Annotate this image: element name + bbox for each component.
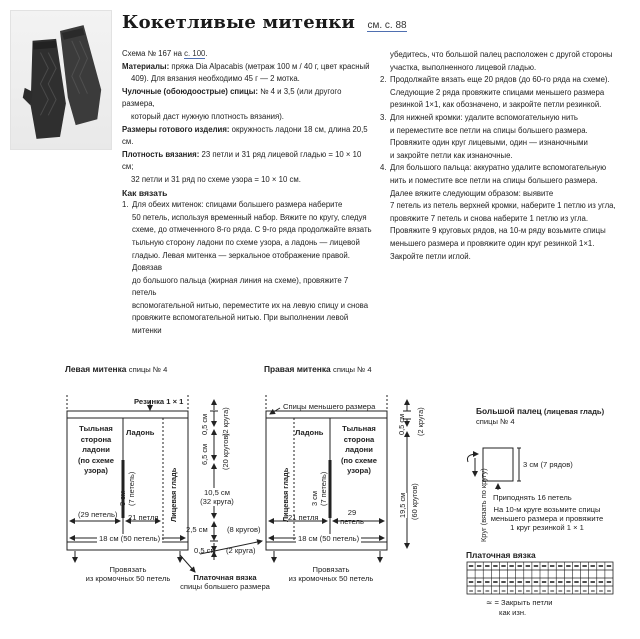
materials-text-cont: 409). Для вязания необходимо 45 г — 2 мотка. — [131, 74, 300, 84]
right-dim-195: 19,5 см — [398, 492, 407, 518]
garter-bind-off-mark: ≃ — [468, 588, 474, 595]
needles-line — [122, 86, 374, 111]
garter-purl-mark — [542, 581, 546, 583]
right-back-label — [334, 424, 384, 477]
step-3-line: и переместите все петли на спицы большего размера. — [390, 125, 588, 135]
right-palm-label: Ладонь — [295, 428, 324, 437]
step-4-line: Для большого пальца: аккуратно удалите вспомогательную — [390, 163, 607, 173]
dim-25-rows: (8 кругов) — [227, 525, 261, 534]
garter-purl-mark — [485, 581, 489, 583]
right-cast-on-line: из кромочных 50 петель — [288, 574, 374, 583]
garter-chart-title: Платочная вязка — [466, 550, 536, 560]
thumb-title-text: Большой палец — [476, 406, 542, 416]
garter-bind-off-mark: ≃ — [484, 588, 490, 595]
scheme-page-link[interactable]: с. 100 — [184, 49, 206, 58]
garter-purl-mark — [550, 581, 554, 583]
step-1-continued — [380, 49, 634, 74]
step-1 — [122, 199, 374, 338]
thumb-note-line: 1 круг резинкой 1 × 1 — [510, 523, 584, 532]
step-4-line: Провяжите 9 круговых рядов, на 10-м ряду возьмите спицы — [390, 226, 606, 236]
garter-bind-off-mark: ≃ — [573, 588, 580, 595]
step-3-line: и закройте петли как изнаночные. — [390, 150, 513, 160]
garter-purl-mark — [501, 581, 505, 583]
garter-purl-mark — [591, 565, 595, 567]
scheme-suffix: . — [205, 49, 208, 58]
garter-purl-mark — [542, 565, 546, 567]
left-thumb-size: 3 см — [118, 491, 127, 506]
garter-purl-mark — [558, 581, 562, 583]
right-thumb-size: 3 см — [310, 491, 319, 506]
left-thumb-stitches: (7 петель) — [127, 471, 136, 506]
left-29-stitches: (29 петель) — [78, 510, 118, 519]
garter-legend-text: = Закрыть петли — [494, 598, 553, 607]
garter-bind-off-mark: ≃ — [549, 588, 555, 595]
left-back-line: сторона — [80, 434, 112, 444]
instructions-right-column — [380, 49, 634, 263]
materials-text: пряжа Dia Alpacabis (метраж 100 м / 40 г, цвет красный — [169, 61, 370, 71]
garter-purl-mark — [599, 581, 603, 583]
density-line — [122, 149, 374, 174]
garter-note — [177, 573, 273, 591]
sizes-label: Размеры готового изделия: — [122, 124, 230, 134]
garter-bind-off-mark: ≃ — [525, 588, 531, 595]
right-stockinette-label: Лицевая гладь — [281, 467, 290, 522]
garter-purl-mark — [493, 581, 497, 583]
thumb-pickup: Приподнять 16 петель — [493, 493, 572, 502]
step-1-line: участка, выполненного лицевой гладью. — [390, 62, 537, 72]
schematics-area — [0, 340, 640, 639]
garter-purl-mark — [558, 565, 562, 567]
garter-purl-mark — [550, 565, 554, 567]
density-label: Плотность вязания: — [122, 149, 200, 159]
garter-note-needles: спицы большего размера — [180, 582, 270, 591]
step-1-line: 50 петель, используя временный набор. Вяжите по кругу, следуя — [132, 212, 367, 222]
thumb-note-line: меньшего размера и провяжите — [490, 514, 604, 523]
garter-purl-mark — [566, 581, 570, 583]
right-back-line: (по схеме — [341, 455, 377, 465]
mittens-photo — [10, 10, 112, 150]
garter-purl-mark — [599, 565, 603, 567]
thumb-note — [487, 505, 607, 532]
garter-bind-off-mark: ≃ — [565, 588, 571, 595]
step-number: 2. — [380, 75, 387, 85]
how-to-heading: Как вязать — [122, 187, 168, 198]
instructions-left-column — [122, 48, 374, 338]
step-4-line: Закройте петли иглой. — [390, 251, 471, 261]
step-1-line: до большого пальца (жирная линия на схеме), провяжите 7 петель — [132, 275, 349, 298]
garter-purl-mark — [566, 565, 570, 567]
garter-purl-mark — [509, 565, 513, 567]
garter-note-title: Платочная вязка — [193, 573, 257, 582]
garter-purl-mark — [574, 565, 578, 567]
left-palm-label: Ладонь — [126, 428, 155, 437]
step-4-line: провяжите 7 петель и снова наберите 1 петлю из угла. — [390, 213, 589, 223]
step-4 — [380, 162, 634, 263]
thumb-height: 3 см (7 рядов) — [523, 460, 573, 469]
dim-05-bottom-rows: (2 круга) — [226, 546, 256, 555]
right-back-line: ладони — [345, 445, 373, 454]
garter-bind-off-mark: ≃ — [582, 588, 588, 595]
garter-purl-mark — [469, 565, 473, 567]
step-4-line: 7 петель из петель верхней кромки, наберите 1 петлю из угла, — [390, 201, 616, 211]
dim-65-rows: (20 кругов) — [221, 433, 230, 470]
step-1-line: убедитесь, что большой палец расположен с другой стороны — [390, 50, 613, 59]
left-mitten-needles: спицы № 4 — [128, 365, 168, 374]
right-29-word: петель — [340, 517, 364, 526]
garter-bind-off-mark: ≃ — [590, 588, 596, 595]
garter-purl-mark — [607, 565, 611, 567]
density-text: 23 петли и 31 ряд лицевой гладью = 10 × 10 см; — [122, 149, 362, 172]
left-back-line: узора) — [84, 466, 108, 475]
garter-purl-mark — [477, 565, 481, 567]
dim-25: 2,5 см — [186, 525, 208, 534]
garter-bind-off-mark: ≃ — [476, 588, 482, 595]
left-back-line: ладони — [82, 445, 110, 454]
dim-05-bottom: 0,5 см — [194, 546, 216, 555]
scheme-prefix: Схема № 167 на — [122, 49, 185, 58]
step-1-line: Для обеих митенок: спицами большего размера наберите — [132, 200, 343, 210]
garter-bind-off-mark: ≃ — [533, 588, 539, 595]
page-title: Кокетливые митенки — [122, 12, 356, 33]
garter-purl-mark — [574, 581, 578, 583]
garter-bind-off-mark: ≃ — [517, 588, 523, 595]
right-29-number: 29 — [347, 508, 357, 517]
right-mitten-needles: спицы № 4 — [333, 365, 372, 374]
step-number: 4. — [380, 163, 387, 173]
garter-legend-symbol: ≃ — [486, 598, 493, 607]
garter-bind-off-mark: ≃ — [606, 588, 612, 595]
right-mitten-title-text: Правая митенка — [264, 364, 331, 374]
materials-line — [122, 61, 374, 74]
left-stockinette-label: Лицевая гладь — [169, 467, 178, 522]
garter-purl-mark — [518, 565, 522, 567]
left-rib-label: Резинка 1 × 1 — [134, 397, 184, 406]
garter-bind-off-mark: ≃ — [557, 588, 563, 595]
mittens-photo-illustration — [11, 11, 111, 149]
left-back-line: Тыльная — [79, 424, 113, 433]
right-21-stitches: 21 петля — [288, 513, 319, 522]
garter-purl-mark — [477, 581, 481, 583]
right-thumb-stitches: (7 петель) — [319, 471, 328, 506]
density-text-cont: 32 петли и 31 ряд по схеме узора = 10 × 10 см. — [131, 174, 301, 184]
garter-purl-mark — [582, 565, 586, 567]
garter-purl-mark — [534, 565, 538, 567]
left-cast-on-label — [78, 565, 178, 583]
step-1-line: провяжите вспомогательной нитью. При выполнении левой митенки — [132, 313, 349, 336]
right-back-line: сторона — [343, 434, 375, 444]
left-width-label: 18 см (50 петель) — [99, 534, 161, 543]
garter-bind-off-mark: ≃ — [598, 588, 604, 595]
right-dim-05: 0,5 см — [397, 413, 406, 435]
right-dim-05-rows: (2 круга) — [416, 407, 425, 436]
step-2 — [380, 74, 634, 112]
step-2-line: Продолжайте вязать еще 20 рядов (до 60-го ряда на схеме). — [390, 75, 610, 85]
step-number: 1. — [122, 200, 129, 210]
thumb-note-line: На 10-м круге возьмите спицы — [493, 505, 601, 514]
step-3 — [380, 112, 634, 162]
needles-text-cont: который даст нужную плотность вязания). — [131, 111, 284, 121]
dim-105-rows: (32 круга) — [200, 497, 234, 506]
left-back-label — [72, 424, 120, 477]
step-3-line: Для нижней кромки: удалите вспомогательную нить — [390, 112, 578, 122]
garter-chart-legend — [486, 598, 552, 607]
step-4-line: меньшего размера и провяжите один круг резинкой 1×1. — [390, 238, 595, 248]
sizes-text: окружность ладони 18 см, длина 20,5 см. — [122, 124, 368, 147]
right-back-line: узора) — [347, 466, 371, 475]
scheme-line — [122, 48, 374, 61]
page-header — [122, 12, 407, 33]
thumb-title-suffix: (лицевая гладь) — [541, 407, 605, 416]
left-cast-on-line: из кромочных 50 петель — [85, 574, 171, 583]
left-21-stitches: 21 петля — [128, 513, 159, 522]
materials-label: Материалы: — [122, 61, 170, 71]
dim-105-value: 10,5 см — [204, 488, 230, 497]
needles-text: № 4 и 3,5 (или другого размера, — [122, 86, 342, 109]
garter-chart-legend-2: как изн. — [499, 608, 527, 617]
step-1-line: тыльную сторону ладони по схеме узора, а ладонь — лицевой — [132, 237, 360, 247]
garter-bind-off-mark: ≃ — [509, 588, 515, 595]
page-reference-link[interactable]: см. с. 88 — [367, 20, 407, 31]
right-smaller-needles: Спицы меньшего размера — [283, 402, 376, 411]
garter-purl-mark — [485, 565, 489, 567]
left-mitten-title — [65, 364, 167, 374]
dim-105 — [195, 488, 239, 506]
garter-bind-off-mark: ≃ — [492, 588, 498, 595]
sizes-line — [122, 124, 374, 149]
right-width-label: 18 см (50 петель) — [298, 534, 360, 543]
right-dim-195-rows: (60 кругов) — [410, 483, 419, 520]
step-2-line: Следующие 2 ряда провяжите спицами меньшего размера — [390, 87, 605, 97]
right-back-line: Тыльная — [342, 424, 376, 433]
garter-purl-mark — [607, 581, 611, 583]
step-4-line: Далее вяжите следующим образом: выявите — [390, 188, 554, 198]
needles-label: Чулочные (обоюдоострые) спицы: — [122, 86, 258, 96]
thumb-title — [476, 406, 604, 416]
right-cast-on-line: Провязать — [312, 565, 350, 574]
garter-purl-mark — [469, 581, 473, 583]
garter-purl-mark — [518, 581, 522, 583]
dim-05-top: 0,5 см — [200, 413, 209, 435]
right-29-stitches — [340, 508, 364, 526]
step-2-line: резинкой 1×1, как обозначено, и закройте петли резинкой. — [390, 100, 602, 110]
garter-purl-mark — [526, 565, 530, 567]
thumb-round-label: Круг (вязать по кругу) — [479, 468, 488, 542]
step-number: 3. — [380, 112, 387, 122]
dim-05-top-rows: (2 круга) — [221, 407, 230, 436]
garter-purl-mark — [509, 581, 513, 583]
right-mitten-title — [264, 364, 372, 374]
garter-bind-off-mark: ≃ — [500, 588, 507, 595]
right-cast-on-label — [281, 565, 381, 583]
garter-purl-mark — [526, 581, 530, 583]
garter-purl-mark — [493, 565, 497, 567]
step-4-line: нить и поместите все петли на спицы большего размера. — [390, 175, 598, 185]
garter-bind-off-mark: ≃ — [541, 588, 547, 595]
step-1-line: схеме, до отмеченного 8-го ряда. С 9-го ряда продолжайте вязать — [132, 225, 372, 235]
garter-purl-mark — [501, 565, 505, 567]
step-3-line: Провяжите один круг лицевыми, один — изнаночными — [390, 138, 588, 148]
left-back-line: (по схеме — [78, 455, 114, 465]
step-1-line: гладью. Левая митенка — зеркальное отображение правой. Довязав — [132, 250, 350, 273]
garter-purl-mark — [534, 581, 538, 583]
garter-purl-mark — [591, 581, 595, 583]
left-mitten-title-text: Левая митенка — [65, 364, 127, 374]
left-cast-on-line: Провязать — [109, 565, 147, 574]
garter-purl-mark — [582, 581, 586, 583]
step-1-line: вспомогательной нитью, переместите их на левую спицу и снова — [132, 300, 369, 310]
dim-65: 6,5 см — [200, 443, 209, 465]
thumb-needles: спицы № 4 — [476, 417, 515, 426]
